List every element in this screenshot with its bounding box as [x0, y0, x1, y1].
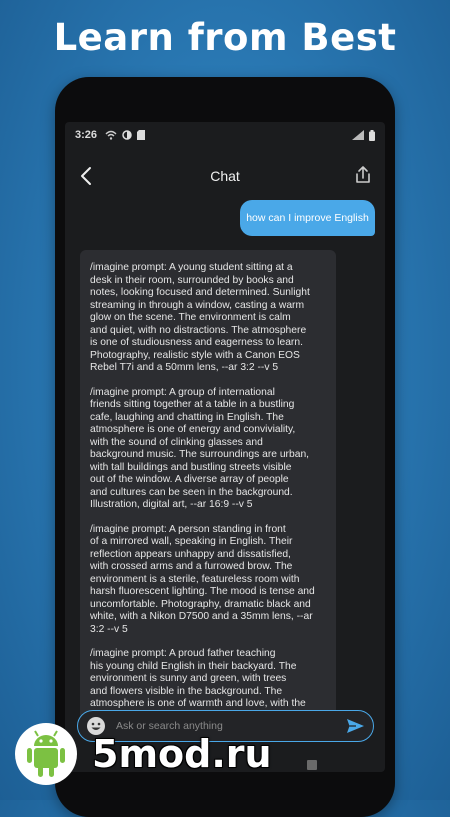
share-icon — [351, 163, 375, 187]
send-icon — [345, 716, 365, 736]
user-message-text: how can I improve English — [246, 212, 369, 224]
send-button[interactable] — [345, 716, 365, 736]
user-message-bubble — [240, 200, 375, 236]
status-notification-icons — [105, 130, 145, 140]
chevron-left-icon — [75, 164, 99, 188]
wifi-calling-icon — [105, 130, 117, 140]
android-robot-icon — [14, 722, 78, 786]
chat-header — [65, 158, 385, 194]
data-saver-icon — [122, 130, 132, 140]
battery-icon — [369, 130, 375, 141]
back-button[interactable] — [75, 164, 99, 188]
signal-icon — [352, 130, 364, 140]
watermark-text: 5mod.ru — [92, 732, 272, 776]
assistant-message-bubble[interactable] — [80, 250, 336, 720]
assistant-paragraph: /imagine prompt: A person standing in front of a mirrored wall, speaking in English. Their reflection appears unhappy and dissatisfied, with crossed arms and a furrowed brow. The environment is a sterile, featureless room with harsh fluorescent lighting. The mood is tense and uncomfortable. Photography, dramatic black and white, with a Nikon D7500 and a 35mm lens, --ar 3:2 --v 5 — [90, 523, 315, 635]
assistant-paragraph: /imagine prompt: A group of international friends sitting together at a table in a bustling cafe, laughing and chatting in English. The atmosphere is one of energy and conviviality, with the sound of clinking glasses and background music. The surroundings are urban, with tall buildings and bustling streets visible out of the window. A diverse array of people and cultures can be seen in the background. Illustration, digital art, --ar 16:9 --v 5 — [90, 386, 310, 510]
share-button[interactable] — [351, 163, 375, 187]
assistant-paragraph: /imagine prompt: A young student sitting at a desk in their room, surrounded by books and notes, looking focused and determined. Sunlight streaming in through a window, casting a warm glow on the scene. The environment is calm and quiet, with no distractions. The atmosphere is one of studiousness and eagerness to learn. Photography, realistic style with a Canon EOS Rebel T7i and a 50mm lens, --ar 3:2 --v 5 — [90, 262, 310, 373]
status-system-icons — [352, 130, 375, 141]
promo-headline: Learn from Best — [53, 16, 397, 59]
recent-apps-button[interactable] — [307, 760, 317, 770]
page-title: Chat — [210, 168, 240, 184]
status-time: 3:26 — [75, 129, 98, 141]
sd-card-icon — [137, 130, 145, 140]
app-screen — [65, 122, 385, 772]
assistant-paragraph: /imagine prompt: A proud father teaching his young child English in their backyard. The environment is sunny and green, with trees and flowers visible in the background. The atmosphere is one of warmth and love, with the — [90, 648, 306, 709]
watermark — [14, 722, 272, 786]
status-bar — [65, 122, 385, 148]
